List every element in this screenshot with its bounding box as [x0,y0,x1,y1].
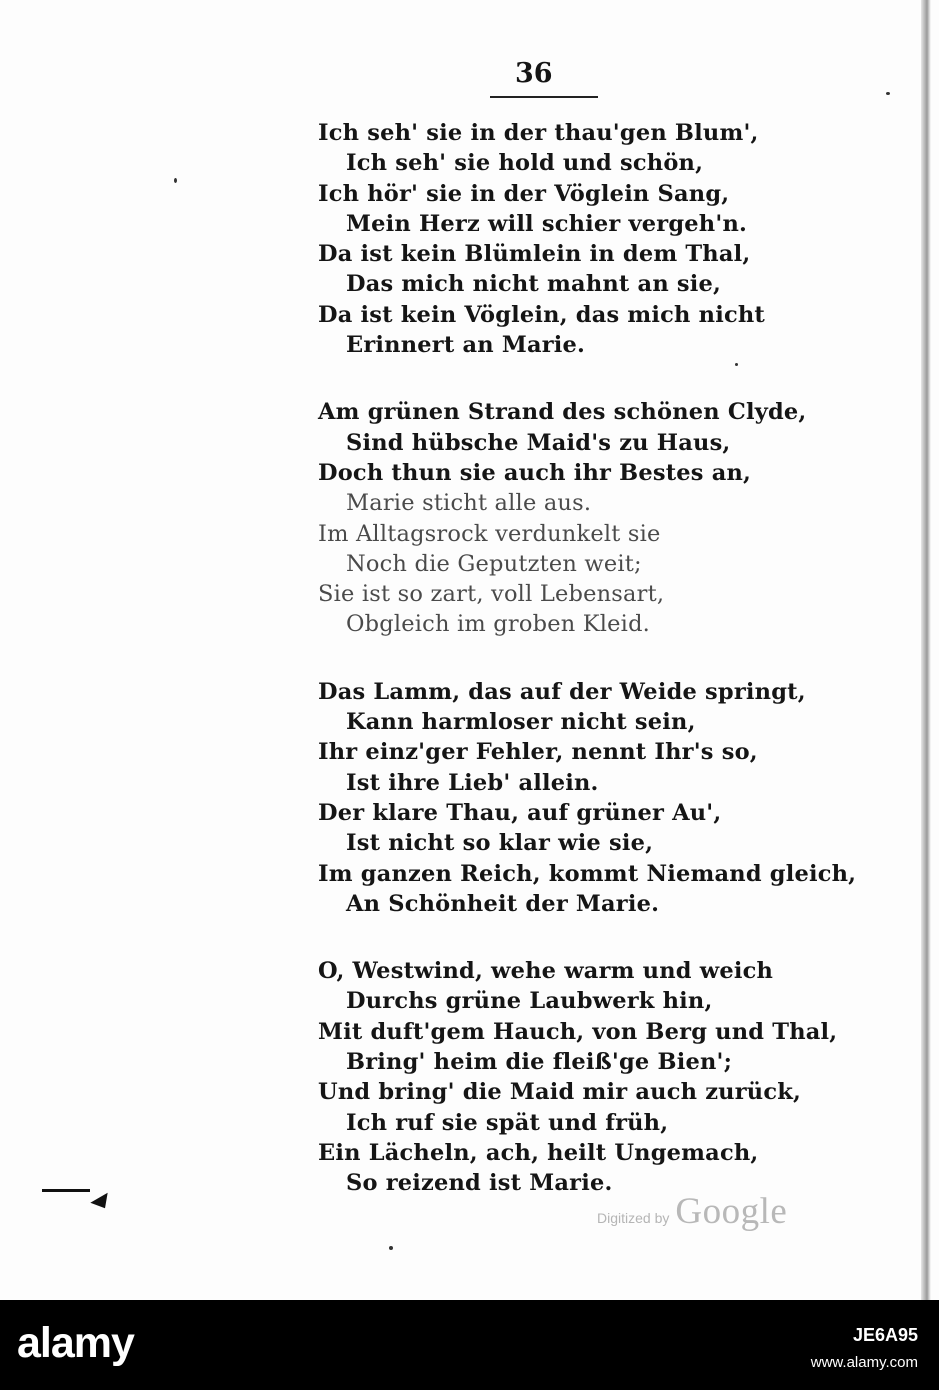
verse-line: Marie sticht alle aus. [346,490,592,517]
verse-line: Und bring' die Maid mir auch zurück, [318,1079,802,1106]
poem [318,118,898,1236]
watermark-google-logo: Google [675,1191,788,1232]
verse-line: Durchs grüne Laubwerk hin, [346,988,713,1015]
verse-line: Erinnert an Marie. [346,332,586,359]
verse-line: Sind hübsche Maid's zu Haus, [346,429,731,456]
image-ref-code: JE6A95 [852,1325,918,1345]
verse-line: Am grünen Strand des schönen Clyde, [318,399,807,426]
verse-line: Ich hör' sie in der Vöglein Sang, [318,180,730,207]
verse-line: O, Westwind, wehe warm und weich [318,958,774,985]
verse-line: Bring' heim die fleiß'ge Bien'; [346,1049,733,1076]
verse-line: Da ist kein Blümlein in dem Thal, [318,241,751,268]
verse-line: Ich seh' sie hold und schön, [346,150,704,177]
margin-mark [42,1189,90,1192]
verse-line: Ist ihre Lieb' allein. [346,769,599,796]
ink-speck [389,1246,393,1250]
ink-speck [735,363,738,366]
stanza-2 [318,397,898,639]
verse-line: Ein Lächeln, ach, heilt Ungemach, [318,1139,759,1166]
verse-line: Mit duft'gem Hauch, von Berg und Thal, [318,1018,838,1045]
verse-line: Sie ist so zart, voll Lebensart, [318,581,665,608]
verse-line: Obgleich im groben Kleid. [346,611,651,638]
verse-line: Mein Herz will schier vergeh'n. [346,210,748,237]
page-number: 36 [515,58,553,89]
stanza-4 [318,956,898,1198]
verse-line: Ihr einz'ger Fehler, nennt Ihr's so, [318,739,758,766]
verse-line: Das Lamm, das auf der Weide springt, [318,678,806,705]
margin-hook-mark [90,1193,113,1213]
verse-line: Doch thun sie auch ihr Bestes an, [318,459,752,486]
page-edge-shadow [921,0,931,1300]
verse-line: Im Alltagsrock verdunkelt sie [318,520,661,547]
verse-line: Noch die Geputzten weit; [346,550,642,577]
verse-line: Da ist kein Vöglein, das mich nicht [318,301,765,328]
verse-line: Der klare Thau, auf grüner Au', [318,799,722,826]
verse-line: Ist nicht so klar wie sie, [346,830,654,857]
watermark-digitized-by: Digitized by [597,1210,670,1226]
header-rule [490,96,598,98]
verse-line: Ich seh' sie in der thau'gen Blum', [318,120,759,146]
stock-photo-footer [0,1300,939,1390]
ink-speck [174,178,177,183]
stanza-1 [318,118,898,360]
verse-line: Kann harmloser nicht sein, [346,709,696,736]
verse-line: An Schönheit der Marie. [346,890,660,917]
ink-speck [886,92,890,95]
digitization-watermark [597,1190,787,1233]
verse-line: So reizend ist Marie. [346,1170,613,1197]
alamy-logo: alamy [17,1319,134,1367]
verse-line: Ich ruf sie spät und früh, [346,1109,669,1136]
stanza-3 [318,677,898,919]
verse-line: Im ganzen Reich, kommt Niemand gleich, [318,860,857,887]
verse-line: Das mich nicht mahnt an sie, [346,271,722,298]
site-url: www.alamy.com [810,1354,918,1371]
